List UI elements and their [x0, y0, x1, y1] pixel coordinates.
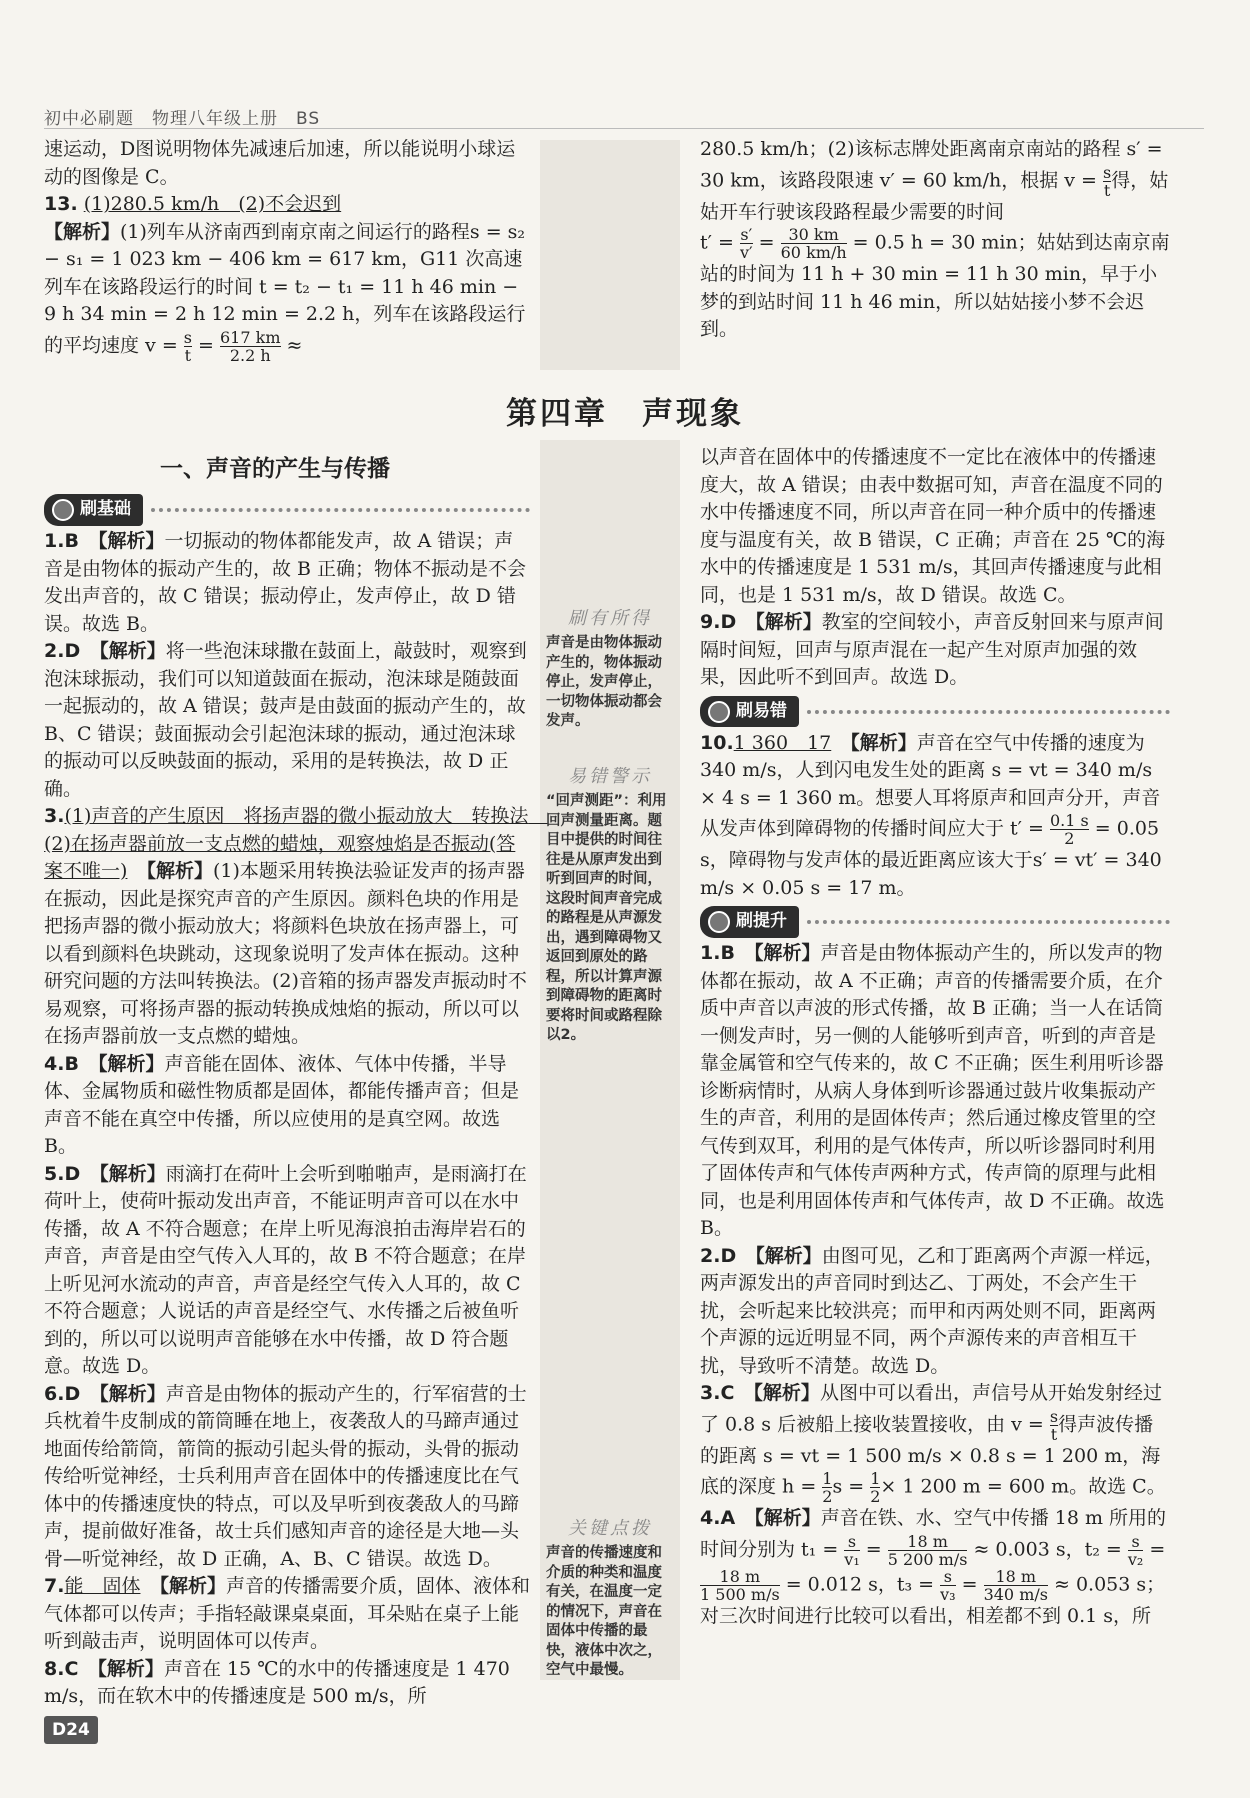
note-text: “回声测距”：利用回声测量距离。题目中提供的时间往往是从原声发出到听到回声的时间，这段时间声音完成的路程是从声源发出，遇到障碍物又返回到原处的路程，所以计算声源到障碍物的距离时要将时间或路程除以2。: [546, 793, 667, 1043]
fraction: $\frac{s}{\text{v₂}}$: [1127, 1531, 1144, 1569]
improve-question-3: 3.C 【解析】从图中可以看出，声信号从开始发射经过了 0.8 s 后被船上接收装置接收，由 v = $\frac{s}{t}$ 得声波传播的距离 s = vt = 1 500 m/s × 0.8 s = 1 200 m，海底的深度 h = $\frac{1}{2}$ s = $\frac{1}{2}$ × 1 200 m = 600 m。故选 C。: [700, 1382, 1166, 1506]
question-number: 13.: [44, 193, 78, 215]
note-title: 刷有所得: [568, 608, 652, 629]
fraction: $\frac{1}{2}$: [822, 1469, 833, 1506]
note-text: 声音是由物体振动产生的，物体振动停止，发声停止，一切物体振动都会发声。: [546, 635, 662, 729]
fraction: $\frac{s}{\text{v₃}}$: [940, 1566, 956, 1604]
improve-question-4: 4.A 【解析】声音在铁、水、空气中传播 18 m 所用的时间分别为 t₁ = $\frac{s}{\text{v₁}}$ = $\frac{18 m}{5 200 m/s}$ ≈ 0.003 s，t₂ = $\frac{s}{\text{v₂}}$ = $\frac{18 m}{1 500 m/s}$ = 0.012 s，t₃ = $\frac{s}{\text{v₃}}$ = $\frac{18 m}{340 m/s}$ ≈ 0.053 s；对三次时间进行比较可以看出，相差都不到 0.1 s，所: [700, 1507, 1167, 1627]
margin-notes: [540, 440, 680, 1680]
q13-continued: 280.5 km/h；(2)该标志牌处距离南京南站的路程 s′ = 30 km，该路段限速 v′ = 60 km/h，根据 v = $\frac{s}{t}$ 得，姑姑开车行驶该段路程最少需要的时间: [700, 138, 1169, 223]
fraction: $\frac{1}{2}$: [870, 1469, 881, 1506]
fraction: $\frac{0.1 s}{2}$: [1050, 811, 1089, 848]
running-header: 初中必刷题 物理八年级上册 BS: [44, 104, 1204, 129]
question-9: 9.D 【解析】教室的空间较小，声音反射回来与原声间隔时间短，回声与原声混在一起产生对原声加强的效果，因此听不到回声。故选 D。: [700, 611, 1164, 688]
sidebar-top-strip: [540, 140, 680, 370]
question-8-continued: 以声音在固体中的传播速度不一定比在液体中的传播速度大，故 A 错误；由表中数据可知，声音在温度不同的水中传播速度不同，所以声音在同一种介质中的传播速度与温度有关，故 B 错误，C 正确；声音在 25 ℃的海水中的传播速度是 1 531 m/s，其回声传播速度与此相同，也是 1 531 m/s，故 D 错误。故选 C。: [700, 446, 1166, 606]
question-5: 5.D 【解析】雨滴打在荷叶上会听到啪啪声，是雨滴打在荷叶上，使荷叶振动发出声音，不能证明声音可以在水中传播，故 A 不符合题意；在岸上听见海浪拍击海岸岩石的声音，声音是由空气传入人耳的，故 B 不符合题意；在岸上听见河水流动的声音，声音是经空气传入人耳的，故 C 不符合题意；人说话的声音是经空气、水传播之后被鱼听到的，所以可以说明声音能够在水中传播，故 D 符合题意。故选 D。: [44, 1162, 527, 1377]
note-summary: [540, 600, 680, 732]
question-7: 7.能 固体 【解析】声音的传播需要介质，固体、液体和气体都可以传声；手指轻敲课桌桌面，耳朵贴在桌子上能听到敲击声，说明固体可以传声。: [44, 1575, 531, 1652]
prev-answer-tail: 速运动，D图说明物体先减速后加速，所以能说明小球运动的图像是 C。: [44, 138, 516, 188]
fraction: $\frac{s}{t}$: [1103, 162, 1112, 200]
tag-error: 刷易错: [700, 696, 1170, 728]
fraction: $\frac{18 m}{340 m/s}$: [983, 1566, 1048, 1604]
q13-time-calc: t′ = $\frac{s'}{v'}$ = $\frac{30 km}{60 km/h}$ = 0.5 h = 30 min；姑姑到达南京南站的时间为 11 h + 30 min = 11 h 30 min，早于小梦的到站时间 11 h 46 min，所以姑姑接小梦不会迟到。: [700, 225, 1170, 340]
fraction: $\frac{617 km}{2.2 h}$: [220, 327, 281, 365]
question-2: 2.D 【解析】将一些泡沫球撒在鼓面上，敲鼓时，观察到泡沫球振动，我们可以知道鼓面在振动，泡沫球是随鼓面一起振动的，故 A 错误；鼓声是由鼓面的振动产生的，故 B、C 错误；鼓面振动会引起泡沫球的振动，通过泡沫球的振动可以反映鼓面的振动，采用的是转换法，故 D 正确。: [44, 640, 527, 800]
right-column: [700, 444, 1170, 1630]
fraction: $\frac{18 m}{5 200 m/s}$: [887, 1531, 968, 1569]
section-title: 一、声音的产生与传播: [160, 456, 390, 482]
pencil-icon: [52, 499, 74, 521]
question-3: 3.(1)声音的产生原因 将扬声器的微小振动放大 转换法 (2)在扬声器前放一支点燃的蜡烛，观察烛焰是否振动(答案不唯一) 【解析】(1)本题采用转换法验证发声的扬声器在振动，因此是探究声音的产生原因。颜料色块的作用是把扬声器的微小振动放大；将颜料色块放在扬声器上，可以看到颜料色块跳动，这现象说明了发声体在振动。这种研究问题的方法叫转换法。(2)音箱的扬声器发声振动时不易观察，可将扬声器的振动转换成烛焰的振动，所以可以在扬声器前放一支点燃的蜡烛。: [44, 805, 548, 1047]
page-number: D24: [44, 1716, 98, 1744]
fraction: $\frac{30 km}{60 km/h}$: [780, 225, 847, 262]
note-text: 声音的传播速度和介质的种类和温度有关，在温度一定的情况下，声音在固体中传播的最快，液体中次之，空气中最慢。: [546, 1545, 662, 1678]
pencil-icon: [708, 701, 730, 723]
question-4: 4.B 【解析】声音能在固体、液体、气体中传播，半导体、金属物质和磁性物质都是固体，都能传播声音；但是声音不能在真空中传播，所以应使用的是真空网。故选 B。: [44, 1052, 520, 1157]
tag-improve: 刷提升: [700, 906, 1170, 938]
note-title: 易错警示: [568, 766, 652, 787]
question-10: 10.1 360 17 【解析】声音在空气中传播的速度为 340 m/s，人到闪电发生处的距离 s = vt = 340 m/s × 4 s = 1 360 m。想要人耳将原声和回声分开，声音从发声体到障碍物的传播时间应大于 t′ = $\frac{0.1 s}{2}$ = 0.05 s，障碍物与发声体的最近距离应该大于s′ = vt′ = 340 m/s × 0.05 s = 17 m。: [700, 731, 1162, 899]
improve-question-1: 1.B 【解析】声音是由物体振动产生的，所以发声的物体都在振动，故 A 不正确；声音的传播需要介质，在介质中声音以声波的形式传播，故 B 正确；当一人在话筒一侧发声时，另一侧的人能够听到声音，听到的声音是靠金属管和空气传来的，故 C 不正确；医生利用听诊器诊断病情时，从病人身体到听诊器通过鼓片收集振动产生的声音，利用的是固体传声；然后通过橡皮管里的空气传到双耳，利用的是气体传声，所以听诊器同时利用了固体传声和气体传声两种方式，传声筒的原理与此相同，也是利用固体传声和气体传声，故 D 不正确。故选 B。: [700, 942, 1165, 1239]
note-key-point: [540, 1510, 680, 1681]
fraction: $\frac{18 m}{1 500 m/s}$: [700, 1566, 780, 1604]
fraction: $\frac{s}{t}$: [183, 327, 192, 365]
question-8: 8.C 【解析】声音在 15 ℃的水中的传播速度是 1 470 m/s，而在软木中的传播速度是 500 m/s，所: [44, 1657, 510, 1707]
pencil-icon: [708, 911, 730, 933]
improve-question-2: 2.D 【解析】由图可见，乙和丁距离两个声源一样远，两声源发出的声音同时到达乙、丁两处，不会产生干扰，会听起来比较洪亮；而甲和丙两处则不同，距离两个声源的远近明显不同，两个声源传来的声音相互干扰，导致听不清楚。故选 D。: [700, 1244, 1164, 1377]
top-right-column: [700, 136, 1170, 344]
note-title: 关键点拨: [568, 1518, 652, 1539]
chapter-title: 第四章 声现象: [506, 396, 744, 432]
fraction: $\frac{s}{\text{v₁}}$: [844, 1531, 860, 1569]
question-1: 1.B 【解析】一切振动的物体都能发声，故 A 错误；声音是由物体的振动产生的，故 B 正确；物体不振动是不会发出声音的，故 C 错误；振动停止，发声停止，故 D 错误。故选 B。: [44, 530, 527, 635]
top-left-column: [44, 136, 530, 364]
tag-basic: 刷基础: [44, 494, 530, 526]
left-column: [44, 490, 548, 1711]
question-13: 13. (1)280.5 km/h (2)不会迟到 【解析】(1)列车从济南西到南京南之间运行的路程s = s₂ − s₁ = 1 023 km − 406 km = 617 km，G11 次高速列车在该路段运行的时间 t = t₂ − t₁ = 11 h 46 min − 9 h 34 min = 2 h 12 min = 2.2 h，列车在该路段运行的平均速度 v = $\frac{s}{t}$ = $\frac{617 km}{2.2 h}$ ≈: [44, 193, 526, 365]
analysis-label: 【解析】: [44, 220, 121, 243]
question-6: 6.D 【解析】声音是由物体的振动产生的，行军宿营的士兵枕着牛皮制成的箭筒睡在地上，夜袭敌人的马蹄声通过地面传给箭筒，箭筒的振动引起头骨的振动，头骨的振动传给听觉神经，士兵利用声音在固体中的传播速度比在气体中的传播速度快的特点，可以及早听到夜袭敌人的马蹄声，提前做好准备，故士兵们感知声音的途径是大地—头骨—听觉神经，故 D 正确，A、B、C 错误。故选 D。: [44, 1382, 527, 1570]
fraction: $\frac{s'}{v'}$: [739, 225, 753, 262]
note-warning: [540, 758, 680, 1046]
answer: (1)280.5 km/h (2)不会迟到: [83, 193, 342, 215]
fraction: $\frac{s}{t}$: [1049, 1406, 1059, 1444]
analysis-text: (1)列车从济南西到南京南之间运行的路程s = s₂ − s₁ = 1 023 km − 406 km = 617 km，G11 次高速列车在该路段运行的时间 t = t₂ − t₁ = 11 h 46 min − 9 h 34 min = 2 h 12 min = 2.2 h，列车在该路段运行的平均速度 v =: [44, 220, 526, 356]
